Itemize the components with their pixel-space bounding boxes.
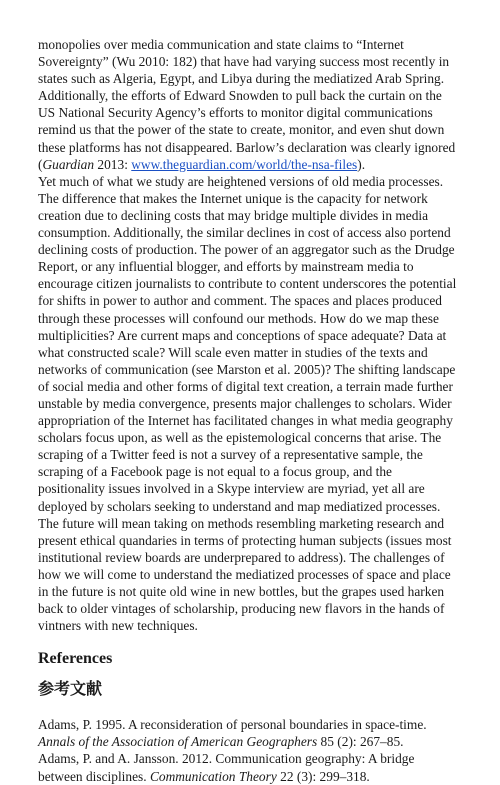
reference-text: Adams, P. 1995. A reconsideration of personal boundaries in space-time. (38, 717, 427, 733)
reference-volume: 85 (2): 267–85. (317, 734, 404, 750)
references-heading: References (38, 650, 113, 668)
reference-journal: Annals of the Association of American Geographers (38, 734, 318, 750)
reference-volume: 22 (3): 299–318. (276, 768, 370, 784)
reference-journal: Communication Theory (149, 768, 277, 784)
citation-source: Guardian (42, 156, 95, 172)
body-paragraph-1 (38, 36, 462, 173)
citation-year: 2013: (94, 156, 132, 172)
reference-list (38, 716, 462, 784)
body-paragraph-2: Yet much of what we study are heightened versions of old media processes. The difference that makes the Internet unique is the capacity for network creation due to declining costs that may bridge multiple divides in media consumption. Additionally, the similar declines in cost of access also portend declining costs of production. The power of an aggregator such as the Drudge Report, or any influential blogger, and efforts by mainstream media to encourage citizen journalists to contribute to content underscores the potential for shifts in power to author and comment. The spaces and places produced through these processes will confound our methods. How do we map these multiplicities? Are current maps and conceptions of space adequate? Data at what constructed scale? Will scale even matter in studies of the texts and networks of communication (see Marston et al. 2005)? The shifting landscape of social media and other forms of digital text creation, a terrain made further unstable by media convergence, presents major challenges to scholars. Wider appropriation of the Internet has facilitated changes in what media geography scholars focus upon, as well as the epistemological concerns that arise. The scraping of a Twitter feed is not a survey of a representative sample, the scraping of a Facebook page is not equal to a focus group, and the positionality issues involved in a Skype interview are myriad, yet all are deployed by scholars seeking to understand and map mediatized processes. The future will mean taking on methods resembling marketing research and present ethical quandaries in terms of protecting human subjects (issues most institutional review boards are underprepared to address). The challenges of how we will come to understand the mediatized processes of space and place in the future is not quite old wine in new bottles, but the grapes used harken back to older vintages of scholarship, producing new flavors in the hands of vintners with new techniques. (38, 173, 457, 634)
reference-item (38, 716, 462, 750)
reference-text: Adams, P. and A. Jansson. 2012. Communication geography: A bridge between disciplines. (38, 751, 415, 784)
references-heading-chinese: 参考文献 (38, 679, 103, 699)
document-page (38, 36, 462, 785)
paragraph-end: ). (357, 156, 366, 172)
reference-item (38, 750, 462, 784)
guardian-link[interactable]: www.theguardian.com/world/the-nsa-files (131, 156, 358, 172)
paragraph-text: monopolies over media communication and state claims to “Internet Sovereignty” (Wu 2010: 182) that have had varying success most recently in states such as Algeria, Egypt, and Libya during the mediatized Arab Spring. Additionally, the efforts of Edward Snowden to pull back the curtain on the US National Security Agency’s efforts to monitor digital communications remind us that the power of the state to create, monitor, and even shut down these platforms has not disappeared. Barlow’s declaration was clearly ignored ( (38, 37, 456, 172)
